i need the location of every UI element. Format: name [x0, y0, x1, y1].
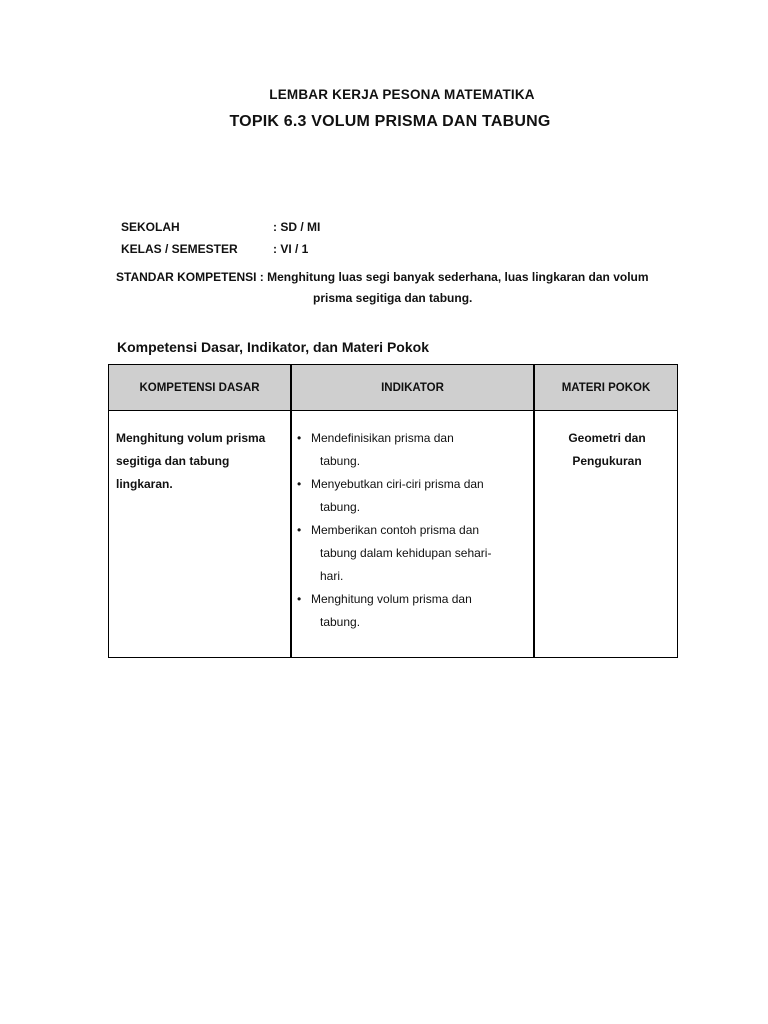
school-row — [121, 220, 320, 234]
standard-label: STANDAR KOMPETENSI : — [116, 270, 264, 284]
indikator-line: • Menyebutkan ciri-ciri prisma dan — [311, 477, 484, 491]
kompetensi-dasar-cell — [116, 427, 291, 496]
class-value: : VI / 1 — [273, 242, 309, 256]
indikator-list — [295, 427, 535, 634]
indikator-item — [295, 427, 535, 473]
indikator-item — [295, 588, 535, 634]
competence-table — [108, 364, 678, 658]
mp-line: Pengukuran — [572, 454, 642, 468]
school-label: SEKOLAH — [121, 220, 180, 234]
kd-line: segitiga dan tabung — [116, 454, 230, 468]
indikator-line: • Memberikan contoh prisma dan — [311, 523, 480, 537]
indikator-line: • Mendefinisikan prisma dan — [311, 431, 454, 445]
class-label: KELAS / SEMESTER — [121, 242, 238, 256]
indikator-line: tabung. — [320, 454, 361, 468]
class-row — [121, 242, 308, 256]
indikator-line: • Menghitung volum prisma dan — [311, 592, 472, 606]
header-materi-pokok: MATERI POKOK — [561, 381, 651, 394]
header-indikator: INDIKATOR — [381, 381, 444, 394]
standard-competence — [116, 267, 696, 309]
school-value: : SD / MI — [273, 220, 321, 234]
header-kompetensi-dasar: KOMPETENSI DASAR — [139, 381, 260, 394]
standard-line1: Menghitung luas segi banyak sederhana, luas lingkaran dan volum — [267, 270, 649, 284]
kd-line: lingkaran. — [116, 477, 173, 491]
indikator-item — [295, 519, 535, 588]
materi-pokok-cell — [537, 427, 677, 473]
indikator-line: tabung. — [320, 615, 361, 629]
section-title: Kompetensi Dasar, Indikator, dan Materi Pokok — [117, 339, 429, 355]
topic-title: TOPIK 6.3 VOLUM PRISMA DAN TABUNG — [229, 113, 551, 130]
indikator-line: tabung. — [320, 500, 361, 514]
kd-line: Menghitung volum prisma — [116, 431, 266, 445]
worksheet-title: LEMBAR KERJA PESONA MATEMATIKA — [269, 87, 535, 102]
indikator-line: tabung dalam kehidupan sehari- — [320, 546, 492, 560]
standard-line2: prisma segitiga dan tabung. — [313, 291, 473, 305]
indikator-line: hari. — [320, 569, 344, 583]
indikator-item — [295, 473, 535, 519]
mp-line: Geometri dan — [568, 431, 646, 445]
